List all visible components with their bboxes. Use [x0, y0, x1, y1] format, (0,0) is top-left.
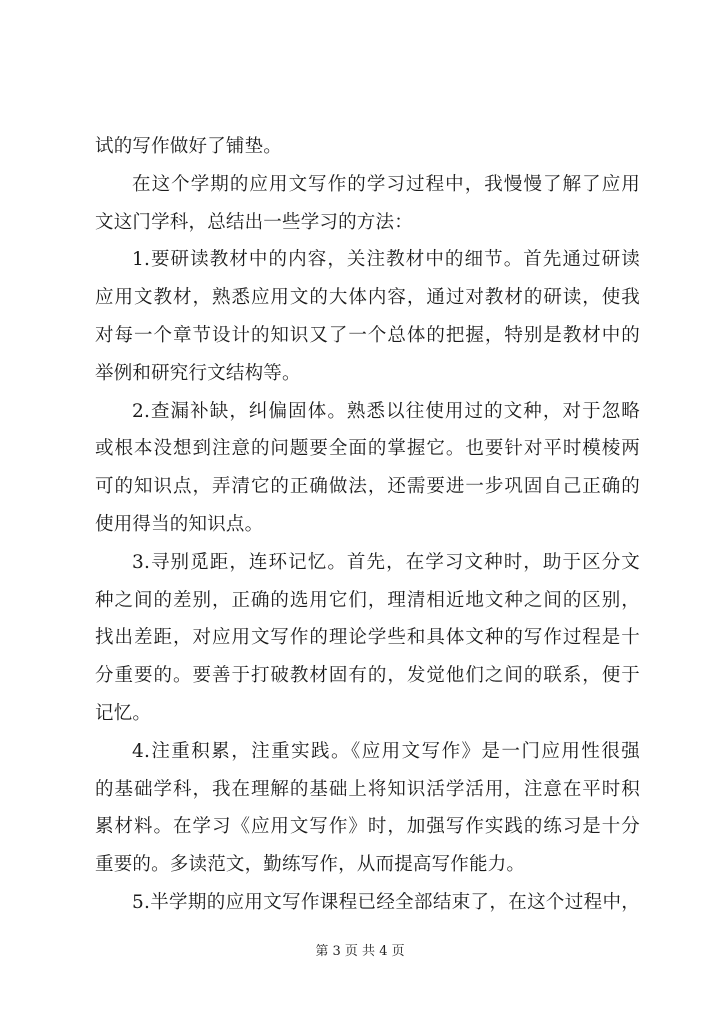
text-line: 记忆。 [95, 702, 152, 724]
text-line: 累材料。在学习《应用文写作》时，加强写作实践的练习是十分 [95, 816, 640, 838]
text-line: 举例和研究行文结构等。 [95, 362, 301, 384]
text-line: 文这门学科，总结出一些学习的方法： [95, 211, 413, 233]
document-body [95, 128, 640, 922]
text-line: 种之间的差别，正确的选用它们，理清相近地文种之间的区别， [95, 589, 640, 611]
text-line: 可的知识点，弄清它的正确做法，还需要进一步巩固自己正确的 [95, 476, 640, 498]
text-line: 应用文教材，熟悉应用文的大体内容，通过对教材的研读，使我 [95, 287, 640, 309]
text-line: 5.半学期的应用文写作课程已经全部结束了，在这个过程中， [132, 891, 640, 913]
text-line: 的基础学科，我在理解的基础上将知识活学活用，注意在平时积 [95, 778, 640, 800]
page-footer: 第 3 页 共 4 页 [315, 944, 405, 959]
text-line: 重要的。多读范文，勤练写作，从而提高写作能力。 [95, 854, 526, 876]
text-line: 3.寻别觅距，连环记忆。首先，在学习文种时，助于区分文 [132, 551, 640, 573]
text-line: 或根本没想到注意的问题要全面的掌握它。也要针对平时模棱两 [95, 438, 640, 460]
text-line: 4.注重积累，注重实践。《应用文写作》是一门应用性很强 [132, 740, 640, 762]
text-line: 使用得当的知识点。 [95, 513, 264, 535]
text-line: 1.要研读教材中的内容，关注教材中的细节。首先通过研读 [132, 249, 640, 271]
text-line: 分重要的。要善于打破教材固有的，发觉他们之间的联系，便于 [95, 665, 640, 687]
text-line: 对每一个章节设计的知识又了一个总体的把握，特别是教材中的 [95, 324, 640, 346]
text-line: 2.查漏补缺，纠偏固体。熟悉以往使用过的文种，对于忽略 [132, 400, 640, 422]
text-line: 试的写作做好了铺垫。 [95, 136, 283, 157]
text-line: 找出差距，对应用文写作的理论学些和具体文种的写作过程是十 [95, 627, 640, 649]
text-line: 在这个学期的应用文写作的学习过程中，我慢慢了解了应用 [132, 173, 640, 195]
